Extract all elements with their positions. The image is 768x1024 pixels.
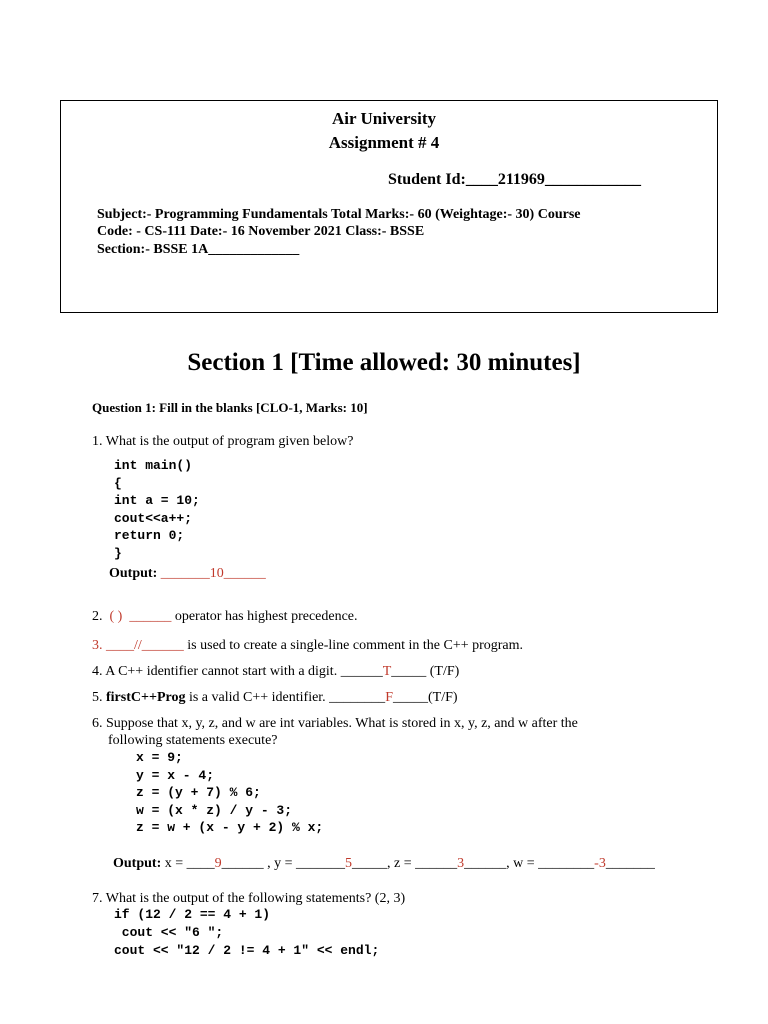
student-id	[388, 171, 641, 189]
q5-answer: F	[385, 690, 393, 705]
q5-post: _____(T/F)	[392, 690, 458, 705]
q5-text: is a valid C++ identifier. ________	[185, 690, 386, 705]
q1-output-pre: _______	[157, 566, 210, 581]
q6-y-label: ______ , y = _______	[221, 856, 346, 871]
section-line	[97, 242, 299, 258]
section-blank: _____________	[208, 242, 300, 257]
q6-output	[113, 856, 655, 872]
question-heading: Question 1: Fill in the blanks [CLO-1, Marks: 10]	[92, 400, 368, 415]
q1-output-label: Output:	[109, 566, 158, 581]
q6-w-label: ______, w = ________	[464, 856, 595, 871]
q5-line	[92, 690, 458, 706]
student-id-pre: ____	[465, 171, 498, 188]
q6-x-value: 9	[214, 856, 222, 871]
q3-pre: 3. ____	[92, 638, 134, 653]
q2-line	[92, 609, 358, 625]
q3-answer: //______	[134, 638, 184, 653]
university-title: Air University	[331, 109, 437, 128]
q6-w-post: _______	[605, 856, 655, 871]
student-id-label: Student Id:	[388, 171, 466, 188]
q1-code-line: int a = 10;	[114, 493, 200, 508]
q6-code-line: z = w + (x - y + 2) % x;	[136, 820, 324, 835]
section-title: Section 1 [Time allowed: 30 minutes]	[187, 349, 581, 376]
q2-text: operator has highest precedence.	[171, 609, 358, 624]
q5-num: 5.	[92, 690, 106, 705]
q6-code-line: y = x - 4;	[136, 768, 215, 783]
assignment-title: Assignment # 4	[328, 133, 440, 152]
q1-output-post: ______	[223, 566, 266, 581]
q1-output	[109, 566, 266, 582]
q1-text: 1. What is the output of program given below?	[92, 434, 354, 449]
info-line-2: Code: - CS-111 Date:- 16 November 2021 Class:- BSSE	[97, 224, 425, 239]
q4-text: 4. A C++ identifier cannot start with a digit. ______	[92, 664, 383, 679]
q1-code-line: {	[114, 476, 122, 491]
q4-post: _____ (T/F)	[391, 664, 460, 679]
q6-text-2: following statements execute?	[108, 733, 278, 748]
q2-num: 2.	[92, 609, 103, 624]
q6-x-label: x = ____	[161, 856, 215, 871]
q6-code-line: w = (x * z) / y - 3;	[136, 803, 293, 818]
q1-code-line: cout<<a++;	[114, 511, 193, 526]
q6-z-label: _____, z = ______	[352, 856, 458, 871]
q2-answer: ( ) ______	[102, 609, 172, 624]
q7-code-line: if (12 / 2 == 4 + 1)	[114, 907, 271, 922]
q4-answer: T	[382, 664, 392, 679]
q6-w-value: -3	[594, 856, 606, 871]
q6-z-value: 3	[457, 856, 465, 871]
student-id-value: 211969	[497, 171, 545, 188]
q6-y-value: 5	[345, 856, 353, 871]
q3-text: is used to create a single-line comment in the C++ program.	[183, 638, 524, 653]
info-line-1: Subject:- Programming Fundamentals Total Marks:- 60 (Weightage:- 30) Course	[97, 207, 581, 222]
q7-code-line: cout << "12 / 2 != 4 + 1" << endl;	[114, 943, 380, 958]
student-id-post: ____________	[544, 171, 641, 188]
q4-line	[92, 664, 459, 680]
q1-code-line: return 0;	[114, 528, 185, 543]
q1-code-line: int main()	[114, 458, 193, 473]
q5-identifier: firstC++Prog	[106, 690, 186, 705]
q6-output-label: Output:	[113, 856, 162, 871]
q7-code-line: cout << "6 ";	[114, 925, 224, 940]
q6-code-line: x = 9;	[136, 750, 183, 765]
section-label: Section:- BSSE 1A	[97, 242, 209, 257]
q1-output-value: 10	[209, 566, 224, 581]
q6-text-1: 6. Suppose that x, y, z, and w are int variables. What is stored in x, y, z, and w after the	[92, 716, 578, 731]
q3-line	[92, 638, 523, 654]
q6-code-line: z = (y + 7) % 6;	[136, 785, 261, 800]
q1-code-line: }	[114, 546, 122, 561]
q7-text: 7. What is the output of the following statements? (2, 3)	[92, 891, 406, 906]
